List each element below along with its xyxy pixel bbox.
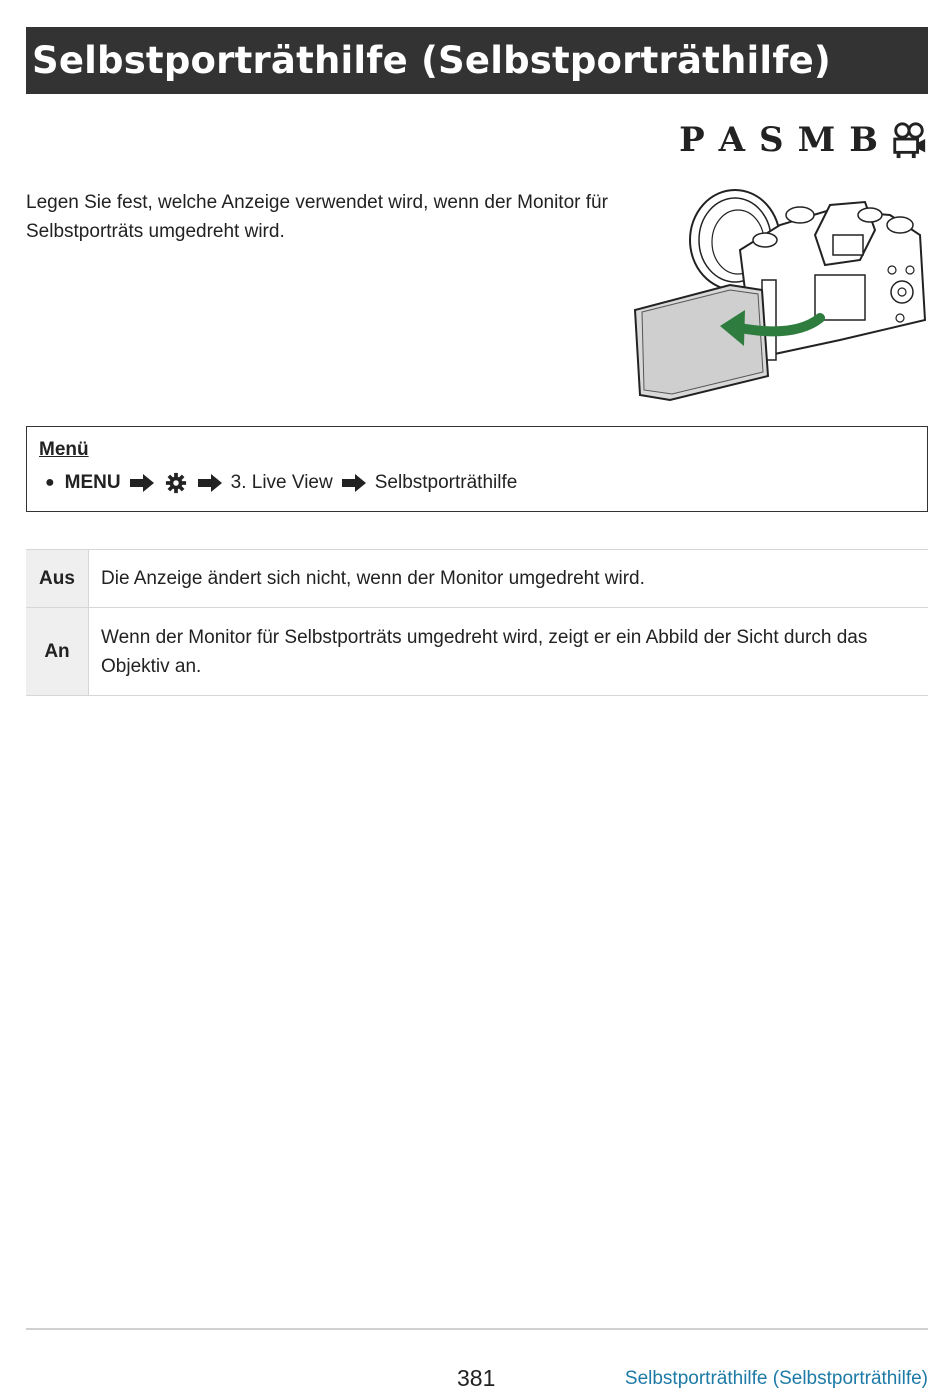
- menu-key: MENU: [64, 472, 121, 493]
- options-table: [26, 549, 928, 696]
- option-description: Wenn der Monitor für Selbstporträts umgedreht wird, zeigt er ein Abbild der Sicht durch das Objektiv an.: [89, 608, 929, 696]
- option-key: An: [26, 608, 89, 696]
- mode-a: A: [718, 120, 746, 160]
- mode-m: M: [797, 120, 836, 160]
- intro-text: Legen Sie fest, welche Anzeige verwendet wird, wenn der Monitor für Selbstporträts umgedreht wird.: [26, 192, 608, 242]
- menu-path-box: [26, 426, 928, 512]
- movie-camera-icon: [890, 121, 928, 159]
- mode-b: B: [849, 120, 878, 160]
- menu-label: Menü: [39, 439, 89, 460]
- option-description: Die Anzeige ändert sich nicht, wenn der Monitor umgedreht wird.: [89, 550, 929, 608]
- footer-section-link[interactable]: Selbstporträthilfe (Selbstporträthilfe): [624, 1368, 928, 1389]
- menu-path: [39, 469, 915, 497]
- option-key: Aus: [26, 550, 89, 608]
- menu-final: Selbstporträthilfe: [374, 472, 518, 493]
- table-row: [26, 608, 928, 696]
- footer-divider: [26, 1328, 928, 1330]
- camera-flip-monitor-illustration: [630, 180, 930, 405]
- menu-step: 3. Live View: [230, 472, 333, 493]
- mode-s: S: [759, 120, 784, 160]
- page-title-bar: [26, 27, 928, 94]
- right-arrow-icon: [197, 473, 223, 493]
- right-arrow-icon: [341, 473, 367, 493]
- page-number: 381: [457, 1365, 496, 1391]
- mode-p: P: [679, 120, 705, 160]
- shooting-modes: [665, 120, 928, 160]
- bullet-icon: ●: [45, 474, 55, 491]
- right-arrow-icon: [129, 473, 155, 493]
- page-title: Selbstporträthilfe (Selbstporträthilfe): [32, 39, 832, 82]
- gear-icon: [165, 472, 187, 494]
- table-row: [26, 550, 928, 608]
